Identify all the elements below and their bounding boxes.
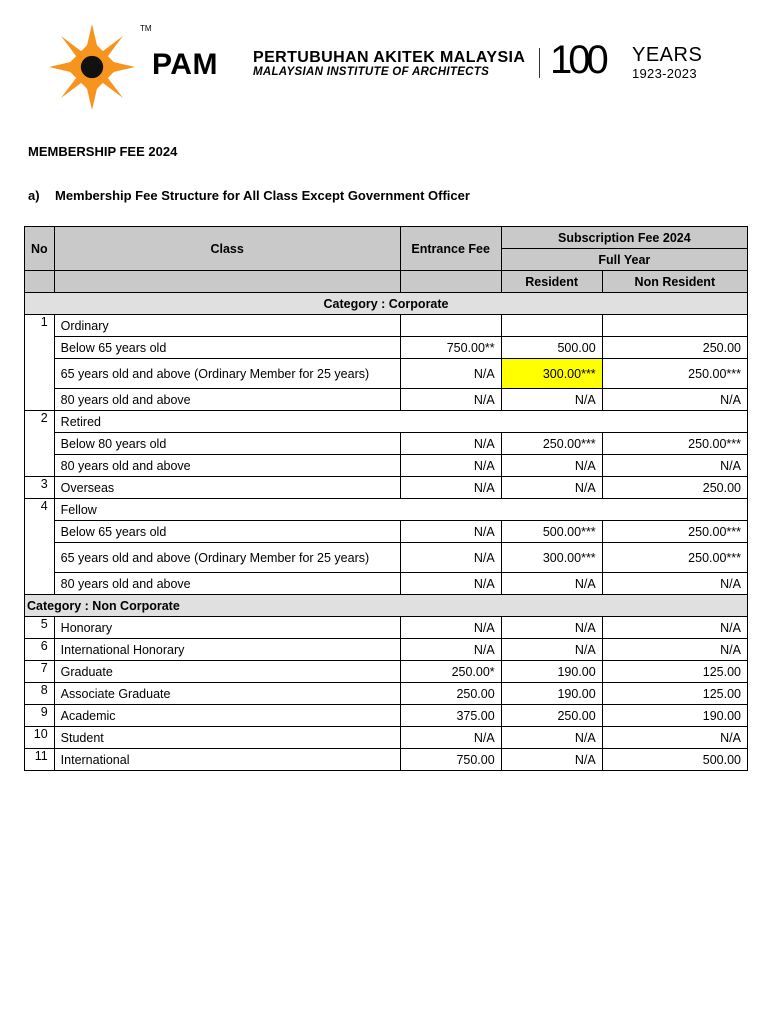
category-row (25, 595, 748, 617)
resident-cell-highlighted: 300.00*** (501, 359, 602, 389)
row-number: 2 (25, 411, 55, 477)
section-heading (28, 188, 470, 203)
class-cell: Associate Graduate (54, 683, 400, 705)
resident-cell: N/A (501, 573, 602, 595)
non-resident-cell: 125.00 (602, 661, 747, 683)
entrance-cell (400, 315, 501, 337)
entrance-cell: N/A (400, 477, 501, 499)
centenary-number: 100 (550, 38, 605, 82)
category-row (25, 293, 748, 315)
table-row (25, 389, 748, 411)
row-number: 11 (25, 749, 55, 771)
non-resident-cell: N/A (602, 455, 747, 477)
entrance-cell: N/A (400, 573, 501, 595)
resident-cell: N/A (501, 617, 602, 639)
entrance-cell: N/A (400, 639, 501, 661)
non-resident-cell: N/A (602, 389, 747, 411)
class-cell: Fellow (54, 499, 747, 521)
non-resident-cell: 250.00*** (602, 543, 747, 573)
row-number: 5 (25, 617, 55, 639)
non-resident-cell: 250.00 (602, 337, 747, 359)
table-row (25, 521, 748, 543)
header-class: Class (54, 227, 400, 271)
row-number: 6 (25, 639, 55, 661)
entrance-cell: 250.00 (400, 683, 501, 705)
header-entrance-fee: Entrance Fee (400, 227, 501, 271)
table-row (25, 433, 748, 455)
resident-cell: N/A (501, 639, 602, 661)
class-cell: Academic (54, 705, 400, 727)
entrance-cell: N/A (400, 389, 501, 411)
non-resident-cell: N/A (602, 573, 747, 595)
non-resident-cell: N/A (602, 727, 747, 749)
class-cell: Retired (54, 411, 747, 433)
entrance-cell: 750.00** (400, 337, 501, 359)
class-cell: 80 years old and above (54, 389, 400, 411)
header-blank (25, 271, 55, 293)
header-blank (54, 271, 400, 293)
entrance-cell: N/A (400, 617, 501, 639)
table-row (25, 727, 748, 749)
resident-cell: 250.00*** (501, 433, 602, 455)
brand-name: PAM (152, 48, 218, 81)
class-cell: Below 65 years old (54, 337, 400, 359)
resident-cell: N/A (501, 389, 602, 411)
class-cell: Honorary (54, 617, 400, 639)
class-cell: Below 80 years old (54, 433, 400, 455)
table-row (25, 543, 748, 573)
non-resident-cell: N/A (602, 639, 747, 661)
class-cell: Overseas (54, 477, 400, 499)
entrance-cell: N/A (400, 359, 501, 389)
table-row (25, 573, 748, 595)
class-cell: Student (54, 727, 400, 749)
class-cell: Graduate (54, 661, 400, 683)
table-row (25, 749, 748, 771)
category-corporate: Category : Corporate (25, 293, 748, 315)
non-resident-cell: 250.00*** (602, 521, 747, 543)
non-resident-cell: 250.00 (602, 477, 747, 499)
resident-cell: N/A (501, 455, 602, 477)
section-index: a) (28, 188, 40, 203)
row-number: 3 (25, 477, 55, 499)
non-resident-cell: 250.00*** (602, 433, 747, 455)
header-full-year: Full Year (501, 249, 747, 271)
resident-cell: 300.00*** (501, 543, 602, 573)
class-cell: International (54, 749, 400, 771)
table-row (25, 617, 748, 639)
header-no: No (25, 227, 55, 271)
trademark-mark: TM (140, 24, 152, 33)
row-number: 8 (25, 683, 55, 705)
row-number: 7 (25, 661, 55, 683)
table-row (25, 411, 748, 433)
table-row (25, 705, 748, 727)
membership-fee-table (24, 226, 748, 771)
row-number: 10 (25, 727, 55, 749)
resident-cell: 190.00 (501, 683, 602, 705)
row-number: 9 (25, 705, 55, 727)
class-cell: Ordinary (54, 315, 400, 337)
non-resident-cell: 125.00 (602, 683, 747, 705)
category-non-corporate: Category : Non Corporate (25, 595, 748, 617)
header-subscription: Subscription Fee 2024 (501, 227, 747, 249)
entrance-cell: 375.00 (400, 705, 501, 727)
org-name-english: MALAYSIAN INSTITUTE OF ARCHITECTS (253, 66, 490, 78)
resident-cell (501, 315, 602, 337)
org-name-malay: PERTUBUHAN AKITEK MALAYSIA (253, 49, 526, 66)
class-cell: International Honorary (54, 639, 400, 661)
entrance-cell: 250.00* (400, 661, 501, 683)
class-cell: 80 years old and above (54, 573, 400, 595)
page-header (40, 18, 730, 108)
resident-cell: 500.00 (501, 337, 602, 359)
class-cell: 65 years old and above (Ordinary Member for 25 years) (54, 543, 400, 573)
non-resident-cell: 190.00 (602, 705, 747, 727)
entrance-cell: N/A (400, 433, 501, 455)
entrance-cell: N/A (400, 521, 501, 543)
row-number: 4 (25, 499, 55, 595)
non-resident-cell (602, 315, 747, 337)
pam-logo-icon (46, 24, 138, 110)
section-title: Membership Fee Structure for All Class Except Government Officer (55, 188, 470, 203)
table-row (25, 315, 748, 337)
non-resident-cell: 250.00*** (602, 359, 747, 389)
entrance-cell: N/A (400, 455, 501, 477)
document-title: MEMBERSHIP FEE 2024 (28, 144, 178, 159)
class-cell: 80 years old and above (54, 455, 400, 477)
table-row (25, 639, 748, 661)
non-resident-cell: 500.00 (602, 749, 747, 771)
resident-cell: N/A (501, 727, 602, 749)
table-row (25, 683, 748, 705)
table-row (25, 337, 748, 359)
entrance-cell: N/A (400, 727, 501, 749)
table-row (25, 499, 748, 521)
table-row (25, 661, 748, 683)
resident-cell: N/A (501, 477, 602, 499)
header-divider (539, 48, 540, 78)
entrance-cell: 750.00 (400, 749, 501, 771)
header-resident: Resident (501, 271, 602, 293)
entrance-cell: N/A (400, 543, 501, 573)
centenary-word: YEARS (632, 44, 703, 66)
header-non-resident: Non Resident (602, 271, 747, 293)
header-blank (400, 271, 501, 293)
row-number: 1 (25, 315, 55, 411)
non-resident-cell: N/A (602, 617, 747, 639)
table-row (25, 359, 748, 389)
resident-cell: 190.00 (501, 661, 602, 683)
class-cell: 65 years old and above (Ordinary Member for 25 years) (54, 359, 400, 389)
resident-cell: 250.00 (501, 705, 602, 727)
table-row (25, 477, 748, 499)
table-header-row (25, 271, 748, 293)
table-header-row (25, 227, 748, 249)
resident-cell: N/A (501, 749, 602, 771)
class-cell: Below 65 years old (54, 521, 400, 543)
table-row (25, 455, 748, 477)
resident-cell: 500.00*** (501, 521, 602, 543)
centenary-range: 1923-2023 (632, 66, 697, 81)
